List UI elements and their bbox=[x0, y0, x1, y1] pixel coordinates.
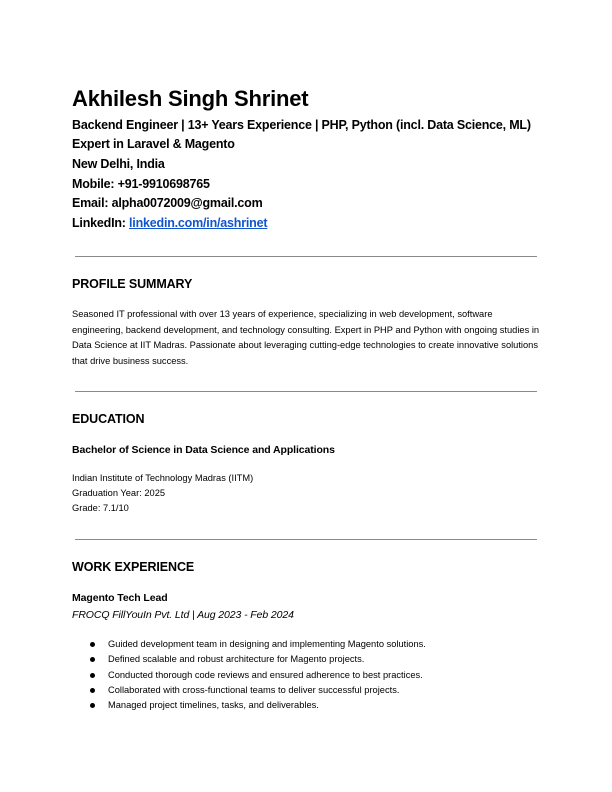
list-item: Collaborated with cross-functional teams to deliver successful projects. bbox=[72, 683, 426, 698]
list-item: Defined scalable and robust architecture for Magento projects. bbox=[72, 652, 426, 667]
linkedin-link[interactable]: linkedin.com/in/ashrinet bbox=[129, 216, 268, 230]
linkedin-line bbox=[72, 216, 267, 230]
grade: Grade: 7.1/10 bbox=[72, 503, 129, 513]
email-line bbox=[72, 196, 263, 210]
mobile-line bbox=[72, 177, 210, 191]
divider bbox=[75, 391, 537, 392]
section-title-work: WORK EXPERIENCE bbox=[72, 560, 195, 574]
bullet-icon bbox=[90, 688, 95, 693]
location: New Delhi, India bbox=[72, 157, 165, 171]
expertise: Expert in Laravel & Magento bbox=[72, 137, 235, 151]
divider bbox=[75, 256, 537, 257]
job-responsibilities-list bbox=[72, 637, 426, 713]
bullet-icon bbox=[90, 673, 95, 678]
job-role: Magento Tech Lead bbox=[72, 592, 168, 604]
job-company-dates: FROCQ FillYouIn Pvt. Ltd | Aug 2023 - Feb 2024 bbox=[72, 609, 294, 621]
mobile-label: Mobile: bbox=[72, 177, 118, 191]
mobile-number: +91-9910698765 bbox=[117, 177, 210, 191]
profile-summary-text: Seasoned IT professional with over 13 years of experience, specializing in web development, software engineering, backend development, and technology consulting. Expert in PHP and Python with ongoing studies in Data Science at IIT Madras. Passionate about leveraging cutting-edge technologies to create innovative solutions that drive business success. bbox=[72, 309, 540, 366]
section-title-education: EDUCATION bbox=[72, 412, 145, 426]
divider bbox=[75, 539, 537, 540]
linkedin-label: LinkedIn: bbox=[72, 216, 130, 230]
list-item: Conducted thorough code reviews and ensured adherence to best practices. bbox=[72, 668, 426, 683]
institution: Indian Institute of Technology Madras (IITM) bbox=[72, 473, 254, 483]
graduation-year: Graduation Year: 2025 bbox=[72, 488, 166, 498]
list-item: Managed project timelines, tasks, and deliverables. bbox=[72, 698, 426, 713]
bullet-icon bbox=[90, 657, 95, 662]
bullet-icon bbox=[90, 642, 95, 647]
email-label: Email: bbox=[72, 196, 112, 210]
degree: Bachelor of Science in Data Science and Applications bbox=[72, 444, 335, 456]
section-title-profile: PROFILE SUMMARY bbox=[72, 277, 193, 291]
tagline: Backend Engineer | 13+ Years Experience | PHP, Python (incl. Data Science, ML) bbox=[72, 118, 531, 132]
bullet-icon bbox=[90, 703, 95, 708]
email-address: alpha0072009@gmail.com bbox=[111, 196, 263, 210]
candidate-name: Akhilesh Singh Shrinet bbox=[72, 86, 309, 111]
list-item: Guided development team in designing and implementing Magento solutions. bbox=[72, 637, 426, 652]
